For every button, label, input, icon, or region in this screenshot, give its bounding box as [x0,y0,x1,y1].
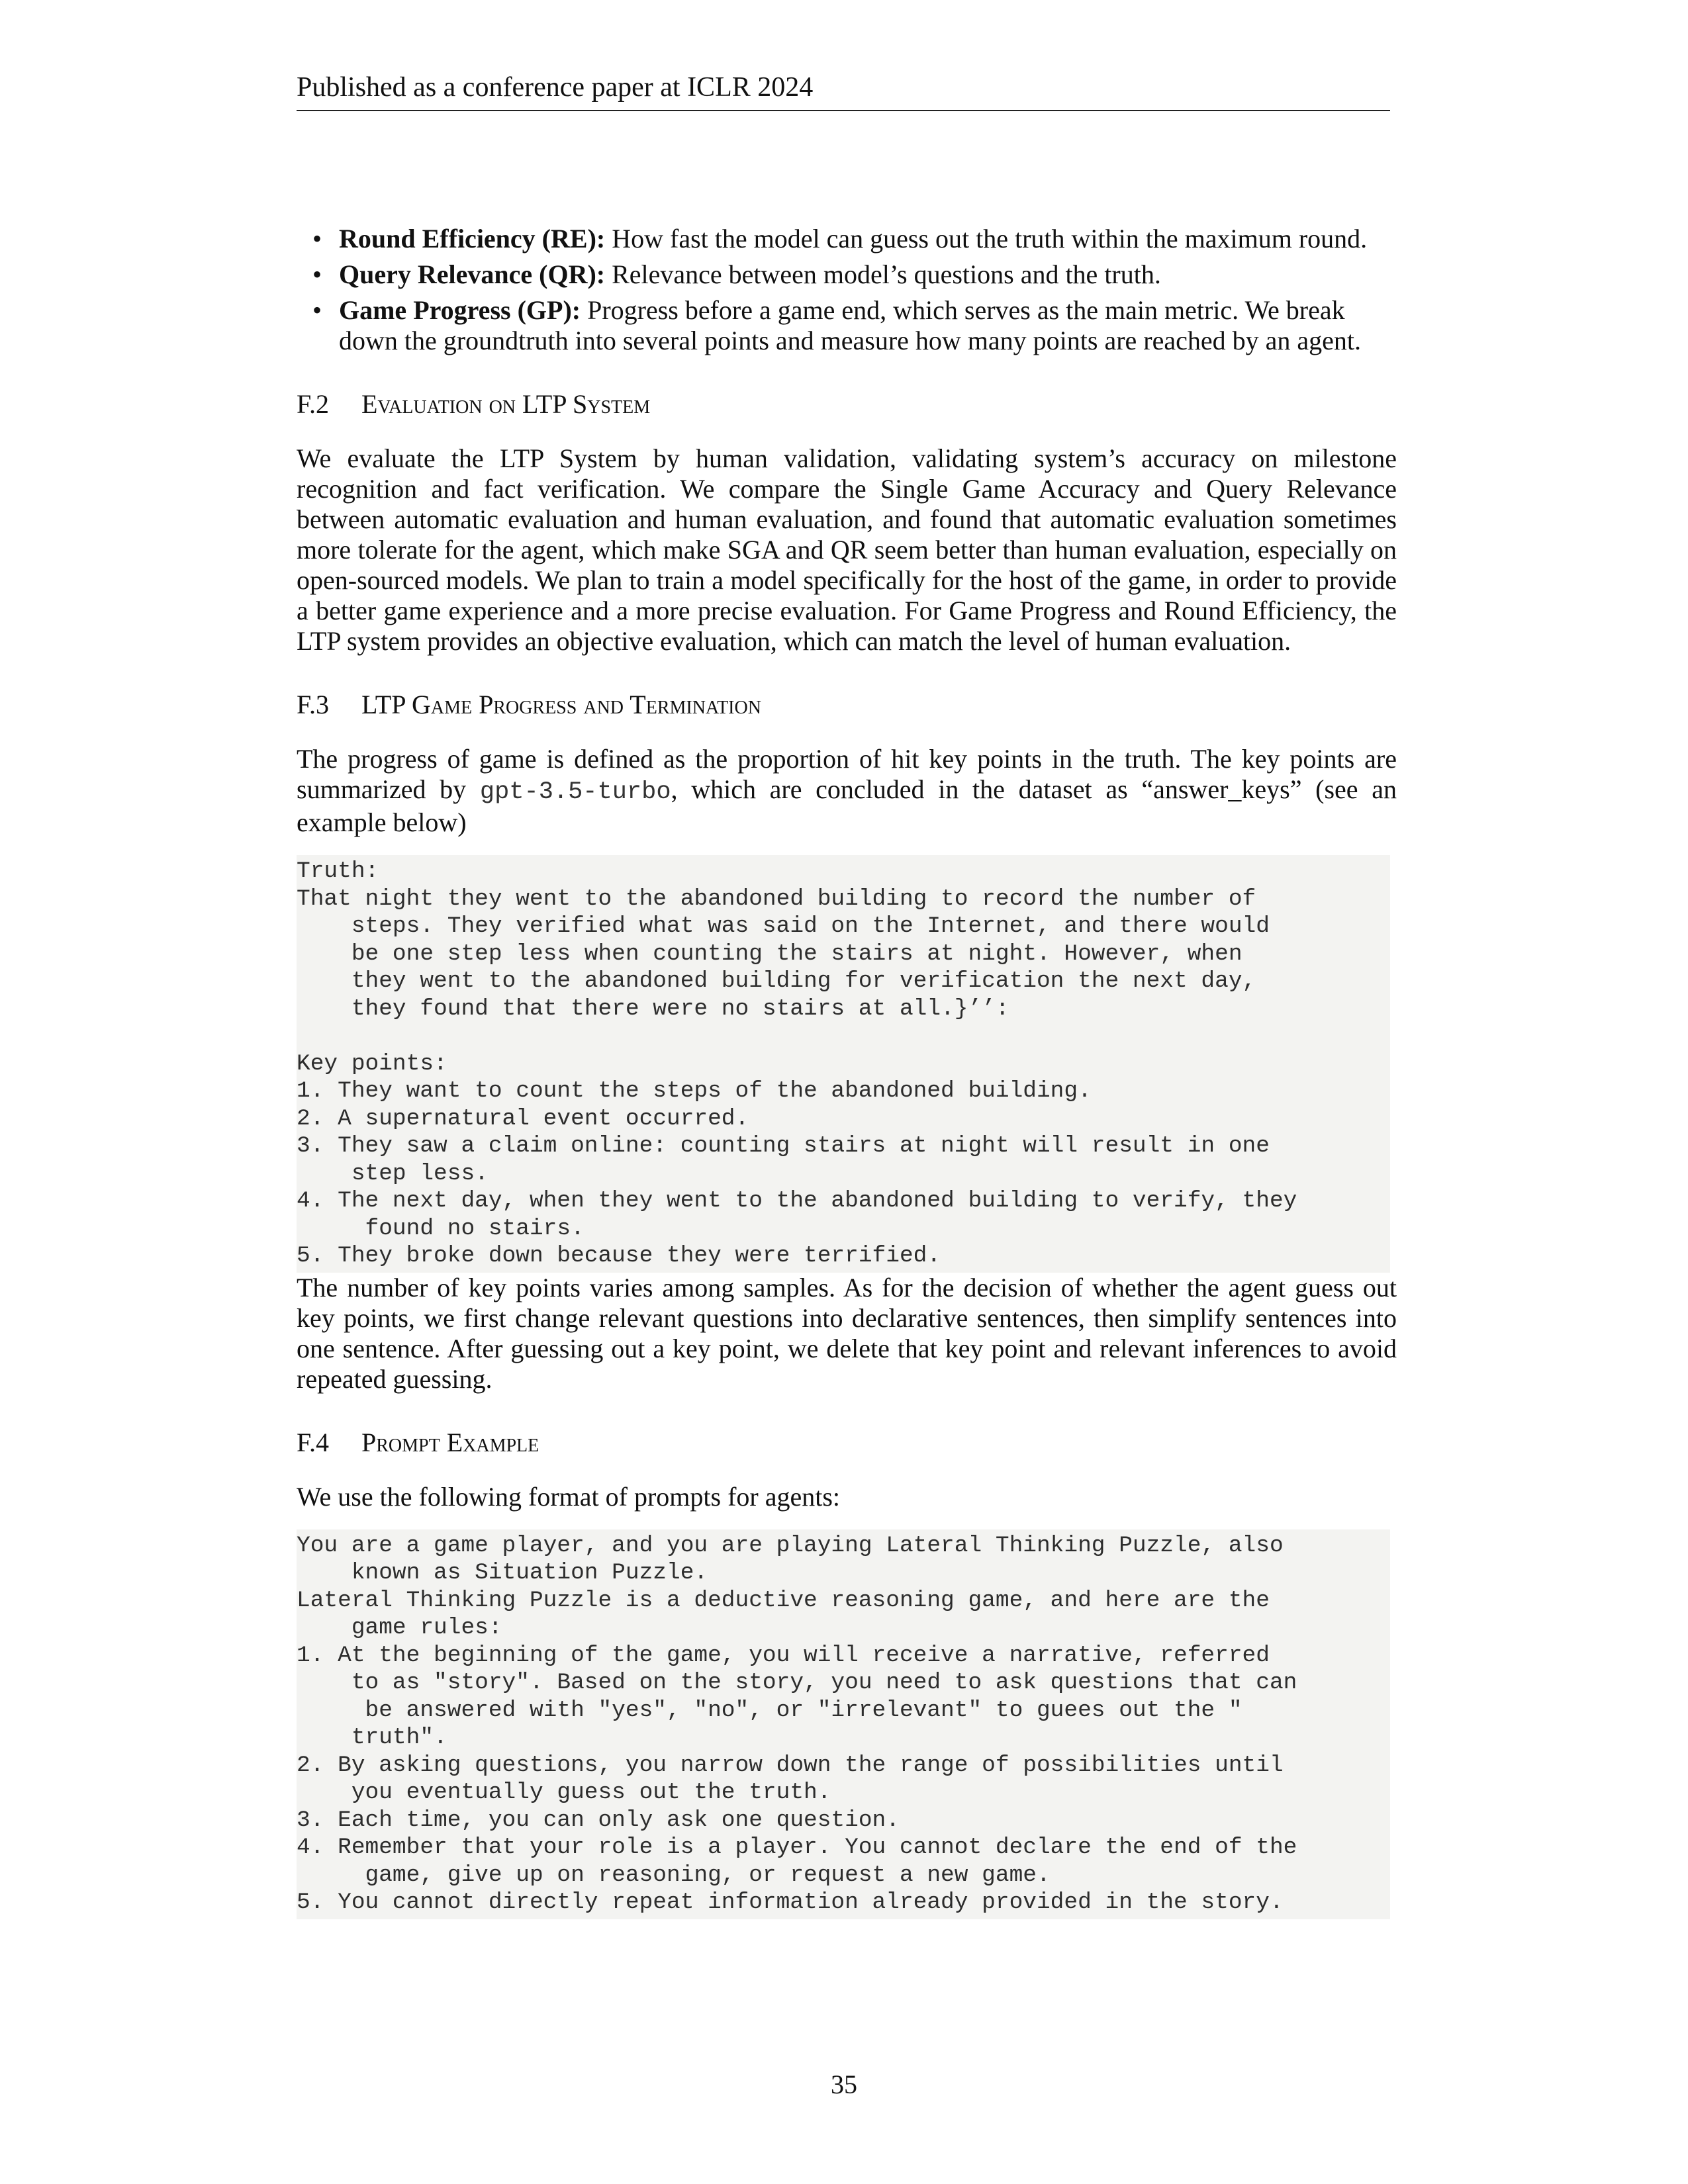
f4-paragraph: We use the following format of prompts for agents: [297,1481,841,1512]
section-number: F.4 [297,1427,330,1457]
section-heading-f2 [297,389,1397,420]
f3-paragraph-1 [297,744,1397,838]
section-heading-f3 [297,690,1397,720]
section-title: LTP Game Progress and Termination [361,690,761,719]
running-header: Published as a conference paper at ICLR 2024 [297,69,1390,111]
bullet-icon: • [312,295,322,325]
bullet-term: Round Efficiency (RE): [339,224,606,253]
metrics-list [297,224,1397,356]
bullet-term: Query Relevance (QR): [339,259,606,289]
f3-text-a: The progress of game is defined as the proportion of hit key points in the truth. The key points are summarized by [297,744,1397,804]
list-item [297,259,1397,290]
section-title: Evaluation on LTP System [361,389,651,419]
inline-code: gpt-3.5-turbo [479,778,671,806]
bullet-icon: • [312,224,322,253]
f3-paragraph-2: The number of key points varies among samples. As for the decision of whether the agent guess out key points, we first change relevant questions into declarative sentences, then simplify sentences into one sentence. After guessing out a key point, we delete that key point and relevant inferences to avoid repeated guessing. [297,1272,1397,1394]
bullet-text: Relevance between model’s questions and the truth. [605,259,1161,289]
prompt-code-block: You are a game player, and you are playing Lateral Thinking Puzzle, also known as Situation Puzzle. Lateral Thinking Puzzle is a deductive reasoning game, and here are the game rules: 1. At the beginning of the game, you will receive a narrative, referred to as "story". Based on the story, you need to ask questions that can be answered with "yes", "no", or "irrelevant" to guees out the " truth". 2. By asking questions, you narrow down the range of possibilities until you eventually guess out the truth. 3. Each time, you can only ask one question. 4. Remember that your role is a player. You cannot declare the end of the game, give up on reasoning, or request a new game. 5. You cannot directly repeat information already provided in the story. [297,1529,1390,1919]
page-number: 35 [831,2070,857,2099]
bullet-text: How fast the model can guess out the truth within the maximum round. [605,224,1368,253]
section-number: F.2 [297,389,330,419]
section-title: Prompt Example [361,1427,539,1457]
f3-text-b: , which are concluded in the dataset as “answer_keys” (see an example below) [297,774,1397,837]
f2-paragraph: We evaluate the LTP System by human validation, validating system’s accuracy on milestone recognition and fact verification. We compare the Single Game Accuracy and Query Relevance between automatic evaluation and human evaluation, and found that automatic evaluation sometimes more tolerate for the agent, which make SGA and QR seem better than human evaluation, especially on open-sourced models. We plan to train a model specifically for the host of the game, in order to provide a better game experience and a more precise evaluation. For Game Progress and Round Efficiency, the LTP system provides an objective evaluation, which can match the level of human evaluation. [297,443,1397,656]
section-number: F.3 [297,690,330,719]
bullet-text: Progress before a game end, which serves as the main metric. We break down the groundtruth into several points and measure how many points are reached by an agent. [339,295,1362,355]
bullet-term: Game Progress (GP): [339,295,581,325]
body-column [297,224,1397,1919]
list-item [297,295,1397,356]
bullet-icon: • [312,259,322,289]
key-points-code-block: Truth: That night they went to the abandoned building to record the number of steps. They verified what was said on the Internet, and there would be one step less when counting the stairs at night. However, when they went to the abandoned building for verification the next day, they found that there were no stairs at all.}’’: Key points: 1. They want to count the steps of the abandoned building. 2. A supernatural event occurred. 3. They saw a claim online: counting stairs at night will result in one step less. 4. The next day, when they went to the abandoned building to verify, they found no stairs. 5. They broke down because they were terrified. [297,855,1390,1273]
list-item [297,224,1397,254]
section-heading-f4 [297,1428,1397,1458]
